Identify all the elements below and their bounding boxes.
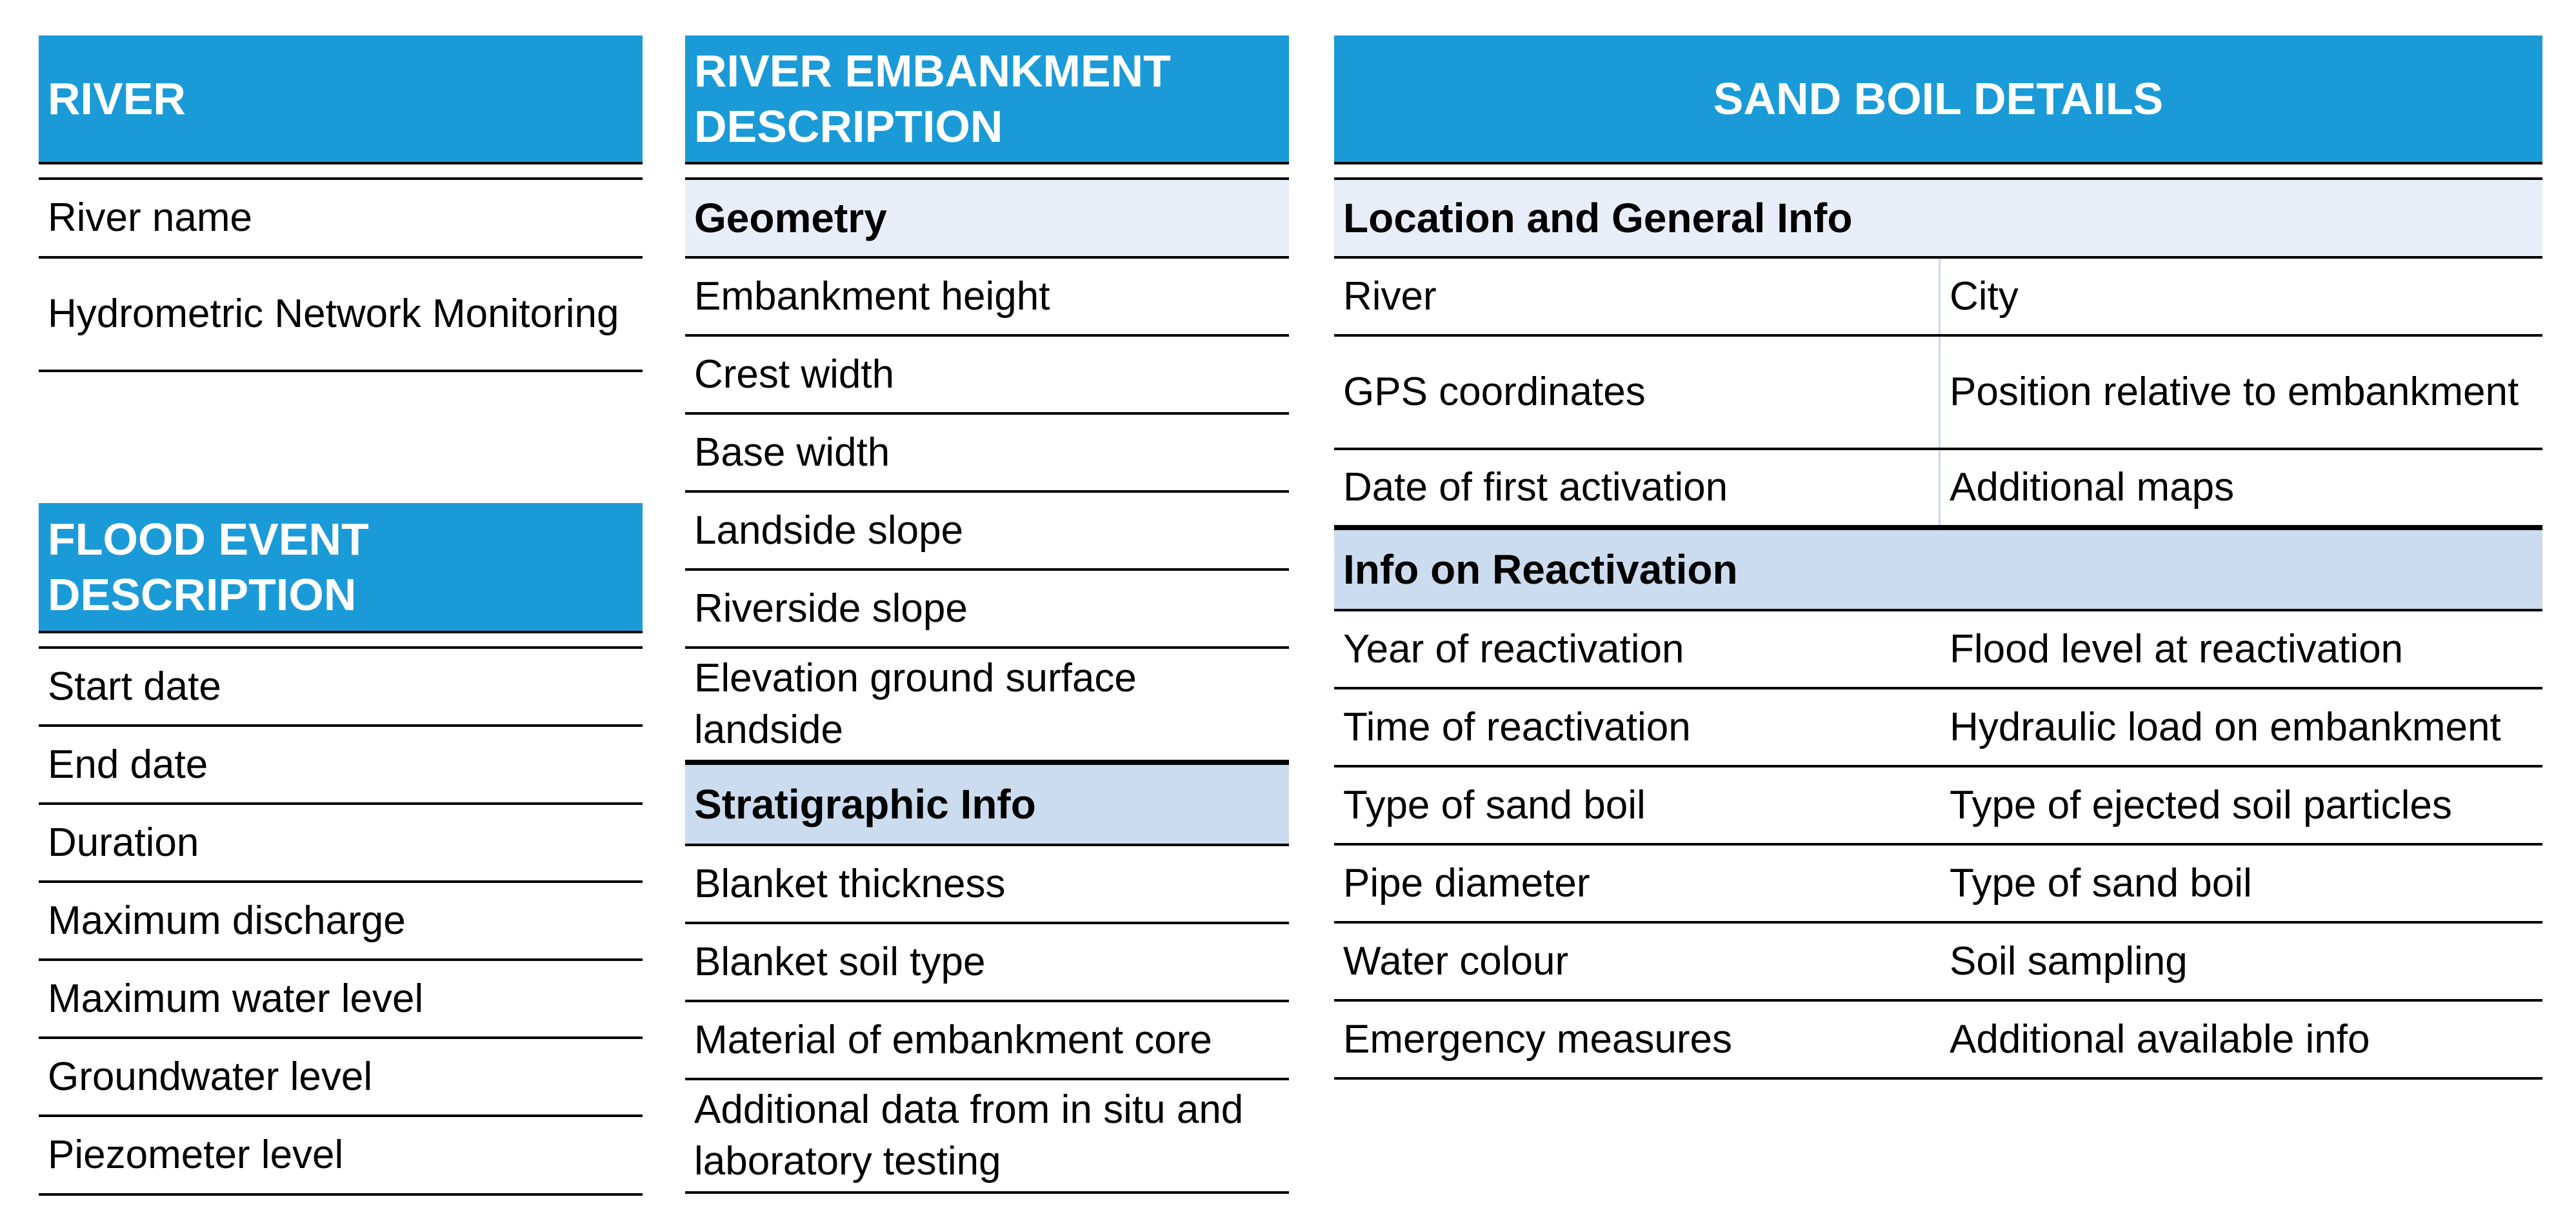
sand-boil-panel bbox=[1334, 35, 2542, 1080]
location-row bbox=[1334, 450, 2542, 528]
strat-row-blanket-thickness: Blanket thickness bbox=[685, 846, 1289, 924]
geometry-row-riverside-slope: Riverside slope bbox=[685, 571, 1289, 649]
reactivation-row bbox=[1334, 846, 2542, 924]
strat-row-blanket-soil-type: Blanket soil type bbox=[685, 924, 1289, 1002]
cell-pipe-diameter: Pipe diameter bbox=[1343, 860, 1590, 906]
geometry-row-base-width: Base width bbox=[685, 415, 1289, 493]
flood-event-header: FLOOD EVENT DESCRIPTION bbox=[39, 503, 643, 633]
cell-city: City bbox=[1950, 273, 2019, 319]
river-row-monitoring: Hydrometric Network Monitoring bbox=[39, 259, 643, 372]
reactivation-row bbox=[1334, 689, 2542, 768]
embankment-header: RIVER EMBANKMENT DESCRIPTION bbox=[685, 35, 1289, 164]
reactivation-row bbox=[1334, 768, 2542, 846]
cell-year-reactivation: Year of reactivation bbox=[1343, 626, 1684, 671]
header-gap bbox=[39, 633, 643, 649]
cell-type-sand-boil-2: Type of sand boil bbox=[1950, 860, 2252, 906]
cell-hydraulic-load: Hydraulic load on embankment bbox=[1950, 704, 2501, 749]
flood-row-max-water-level: Maximum water level bbox=[39, 961, 643, 1039]
header-gap bbox=[1334, 164, 2542, 180]
geometry-row-height: Embankment height bbox=[685, 259, 1289, 337]
cell-time-reactivation: Time of reactivation bbox=[1343, 704, 1691, 749]
reactivation-row bbox=[1334, 1002, 2542, 1080]
cell-position-relative: Position relative to embankment bbox=[1950, 370, 2519, 414]
flood-row-max-discharge: Maximum discharge bbox=[39, 883, 643, 961]
stratigraphic-section-label: Stratigraphic Info bbox=[685, 762, 1289, 846]
cell-river: River bbox=[1334, 259, 1941, 334]
location-row bbox=[1334, 259, 2542, 337]
geometry-row-elevation: Elevation ground surface landside bbox=[685, 649, 1289, 762]
cell-type-sand-boil: Type of sand boil bbox=[1343, 782, 1646, 827]
strat-row-additional-data: Additional data from in situ and laboratory testing bbox=[685, 1080, 1289, 1194]
header-gap bbox=[39, 164, 643, 180]
cell-flood-level: Flood level at reactivation bbox=[1950, 626, 2404, 671]
cell-additional-info: Additional available info bbox=[1950, 1016, 2370, 1062]
strat-row-core-material: Material of embankment core bbox=[685, 1002, 1289, 1080]
river-header: RIVER bbox=[39, 35, 643, 164]
cell-soil-sampling: Soil sampling bbox=[1950, 938, 2188, 984]
cell-additional-maps: Additional maps bbox=[1950, 465, 2235, 510]
location-section-label: Location and General Info bbox=[1334, 180, 2542, 259]
flood-row-duration: Duration bbox=[39, 805, 643, 883]
reactivation-row bbox=[1334, 611, 2542, 689]
geometry-section-label: Geometry bbox=[685, 180, 1289, 259]
reactivation-section-label: Info on Reactivation bbox=[1334, 528, 2542, 611]
cell-emergency-measures: Emergency measures bbox=[1343, 1016, 1733, 1062]
cell-water-colour: Water colour bbox=[1343, 938, 1569, 984]
geometry-row-landside-slope: Landside slope bbox=[685, 493, 1289, 571]
reactivation-row bbox=[1334, 924, 2542, 1002]
cell-gps-coordinates: GPS coordinates bbox=[1334, 337, 1941, 448]
embankment-panel bbox=[685, 35, 1289, 1194]
flood-row-groundwater-level: Groundwater level bbox=[39, 1039, 643, 1117]
cell-type-ejected-soil: Type of ejected soil particles bbox=[1950, 782, 2452, 827]
flood-row-start-date: Start date bbox=[39, 649, 643, 727]
geometry-row-crest-width: Crest width bbox=[685, 337, 1289, 415]
flood-event-panel bbox=[39, 503, 643, 1196]
header-gap bbox=[685, 164, 1289, 180]
sand-boil-header: SAND BOIL DETAILS bbox=[1334, 35, 2542, 164]
cell-date-first-activation: Date of first activation bbox=[1334, 450, 1941, 525]
river-row-name: River name bbox=[39, 180, 643, 259]
flood-row-piezometer-level: Piezometer level bbox=[39, 1117, 643, 1196]
flood-row-end-date: End date bbox=[39, 727, 643, 805]
river-panel bbox=[39, 35, 643, 372]
location-row bbox=[1334, 337, 2542, 450]
